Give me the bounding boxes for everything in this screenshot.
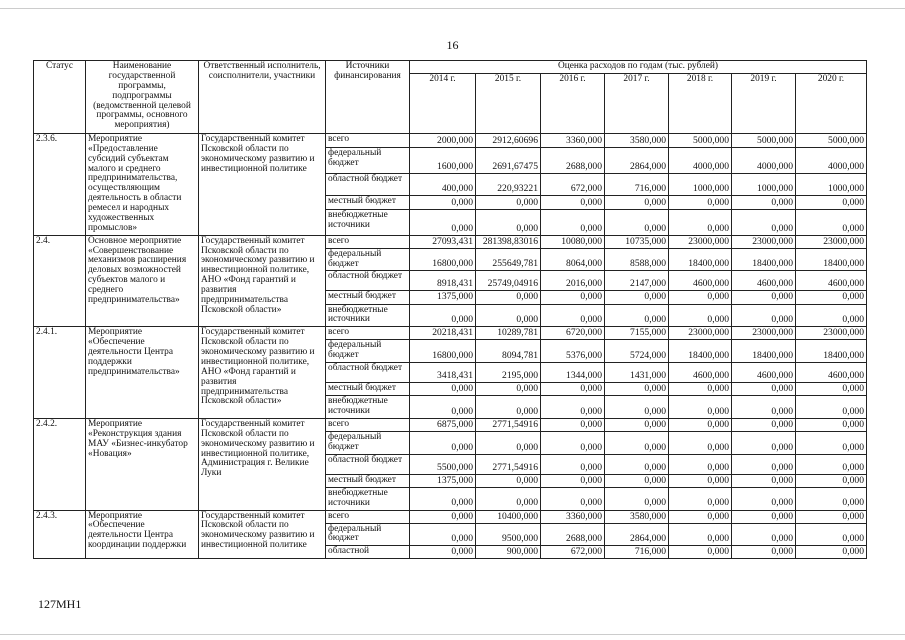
item-responsible: Государственный комитет Псковской области по экономическому развитию и инвестиционной политике, АНО «Фонд гарантий и развития предпринимательства Псковской области»: [199, 327, 326, 419]
item-name: Мероприятие «Обеспечение деятельности Центра поддержки предпринимательства»: [86, 327, 199, 419]
amount-cell: 0,000: [732, 546, 796, 559]
amount-cell: 3360,000: [541, 510, 605, 523]
amount-cell: 5000,000: [796, 133, 867, 148]
amount-cell: 6875,000: [410, 418, 476, 431]
amount-cell: 0,000: [732, 396, 796, 419]
funding-source: федеральный бюджет: [326, 148, 410, 173]
funding-source: всего: [326, 235, 410, 248]
amount-cell: 0,000: [669, 383, 732, 396]
amount-cell: 0,000: [605, 304, 669, 327]
amount-cell: 0,000: [669, 454, 732, 474]
amount-cell: 5000,000: [732, 133, 796, 148]
amount-cell: 0,000: [410, 523, 476, 546]
amount-cell: 7155,000: [605, 327, 669, 340]
amount-cell: 4000,000: [796, 148, 867, 173]
amount-cell: 4600,000: [669, 271, 732, 291]
amount-cell: 20218,431: [410, 327, 476, 340]
amount-cell: 0,000: [732, 418, 796, 431]
table-row: [34, 133, 867, 148]
amount-cell: 716,000: [605, 546, 669, 559]
amount-cell: 0,000: [669, 510, 732, 523]
amount-cell: 1431,000: [605, 363, 669, 383]
amount-cell: 18400,000: [669, 340, 732, 363]
funding-source: всего: [326, 418, 410, 431]
funding-source: федеральный бюджет: [326, 248, 410, 271]
amount-cell: 0,000: [476, 383, 541, 396]
amount-cell: 0,000: [669, 396, 732, 419]
amount-cell: 0,000: [605, 454, 669, 474]
table-row: [34, 510, 867, 523]
table-row: [34, 235, 867, 248]
funding-source: федеральный бюджет: [326, 431, 410, 454]
table-header: [34, 61, 867, 134]
amount-cell: 27093,431: [410, 235, 476, 248]
amount-cell: 0,000: [541, 396, 605, 419]
table-row: [34, 418, 867, 431]
amount-cell: 0,000: [541, 383, 605, 396]
amount-cell: 0,000: [541, 487, 605, 510]
amount-cell: 0,000: [476, 195, 541, 210]
amount-cell: 0,000: [732, 510, 796, 523]
header-status: Статус: [34, 61, 86, 134]
amount-cell: 0,000: [410, 546, 476, 559]
amount-cell: 0,000: [796, 474, 867, 487]
amount-cell: 0,000: [476, 474, 541, 487]
funding-source: местный бюджет: [326, 383, 410, 396]
funding-source: внебюджетные источники: [326, 210, 410, 235]
item-responsible: Государственный комитет Псковской области по экономическому развитию и инвестиционной политике, Администрация г. Великие Луки: [199, 418, 326, 510]
amount-cell: 0,000: [732, 474, 796, 487]
amount-cell: 5500,000: [410, 454, 476, 474]
funding-source: всего: [326, 327, 410, 340]
amount-cell: 0,000: [541, 454, 605, 474]
amount-cell: 1600,000: [410, 148, 476, 173]
funding-source: местный бюджет: [326, 474, 410, 487]
item-name: Мероприятие «Обеспечение деятельности Центра координации поддержки: [86, 510, 199, 559]
amount-cell: 23000,000: [669, 327, 732, 340]
funding-source: местный бюджет: [326, 195, 410, 210]
amount-cell: 672,000: [541, 546, 605, 559]
amount-cell: 0,000: [541, 291, 605, 304]
funding-source: областной бюджет: [326, 363, 410, 383]
amount-cell: 0,000: [605, 210, 669, 235]
item-code: 2.4.1.: [34, 327, 86, 419]
page-number: 16: [446, 38, 459, 52]
item-responsible: Государственный комитет Псковской области по экономическому развитию и инвестиционной политике, АНО «Фонд гарантий и развития предпринимательства Псковской области»: [199, 235, 326, 327]
amount-cell: 18400,000: [796, 340, 867, 363]
amount-cell: 255649,781: [476, 248, 541, 271]
amount-cell: 23000,000: [732, 327, 796, 340]
amount-cell: 0,000: [669, 291, 732, 304]
amount-cell: 0,000: [476, 396, 541, 419]
amount-cell: 25749,04916: [476, 271, 541, 291]
table-body: [34, 133, 867, 559]
scan-edge-bottom: [0, 634, 905, 635]
amount-cell: 0,000: [669, 523, 732, 546]
amount-cell: 2688,000: [541, 148, 605, 173]
amount-cell: 220,93221: [476, 173, 541, 195]
amount-cell: 2864,000: [605, 148, 669, 173]
amount-cell: 0,000: [541, 210, 605, 235]
amount-cell: 0,000: [669, 546, 732, 559]
amount-cell: 716,000: [605, 173, 669, 195]
amount-cell: 6720,000: [541, 327, 605, 340]
item-name: Мероприятие «Реконструкция здания МАУ «Бизнес-инкубатор «Новация»: [86, 418, 199, 510]
amount-cell: 0,000: [605, 487, 669, 510]
amount-cell: 0,000: [605, 474, 669, 487]
amount-cell: 0,000: [476, 304, 541, 327]
amount-cell: 0,000: [732, 523, 796, 546]
header-year: 2020 г.: [796, 73, 867, 133]
amount-cell: 1000,000: [732, 173, 796, 195]
item-name: Основное мероприятие «Совершенствование механизмов расширения деловых возможностей субъектов малого и среднего предпринимательства»: [86, 235, 199, 327]
amount-cell: 3580,000: [605, 510, 669, 523]
amount-cell: 8588,000: [605, 248, 669, 271]
amount-cell: 23000,000: [732, 235, 796, 248]
funding-source: всего: [326, 133, 410, 148]
amount-cell: 0,000: [796, 523, 867, 546]
item-code: 2.4.2.: [34, 418, 86, 510]
header-year: 2019 г.: [732, 73, 796, 133]
amount-cell: 2195,000: [476, 363, 541, 383]
amount-cell: 5376,000: [541, 340, 605, 363]
amount-cell: 16800,000: [410, 248, 476, 271]
amount-cell: 672,000: [541, 173, 605, 195]
amount-cell: 1375,000: [410, 291, 476, 304]
amount-cell: 0,000: [796, 487, 867, 510]
amount-cell: 0,000: [796, 454, 867, 474]
item-code: 2.3.6.: [34, 133, 86, 235]
amount-cell: 0,000: [476, 291, 541, 304]
amount-cell: 3580,000: [605, 133, 669, 148]
funding-source: внебюджетные источники: [326, 304, 410, 327]
amount-cell: 2000,000: [410, 133, 476, 148]
amount-cell: 0,000: [410, 510, 476, 523]
item-responsible: Государственный комитет Псковской области по экономическому развитию и инвестиционной политике: [199, 510, 326, 559]
amount-cell: 0,000: [796, 510, 867, 523]
amount-cell: 8094,781: [476, 340, 541, 363]
funding-source: всего: [326, 510, 410, 523]
amount-cell: 3418,431: [410, 363, 476, 383]
funding-source: федеральный бюджет: [326, 523, 410, 546]
amount-cell: 0,000: [541, 195, 605, 210]
amount-cell: 0,000: [605, 418, 669, 431]
scan-edge-top: [0, 8, 905, 9]
amount-cell: 4600,000: [796, 271, 867, 291]
amount-cell: 10080,000: [541, 235, 605, 248]
amount-cell: 0,000: [410, 304, 476, 327]
amount-cell: 0,000: [410, 487, 476, 510]
header-year: 2014 г.: [410, 73, 476, 133]
amount-cell: 0,000: [541, 474, 605, 487]
item-responsible: Государственный комитет Псковской области по экономическому развитию и инвестиционной политике: [199, 133, 326, 235]
amount-cell: 0,000: [732, 291, 796, 304]
amount-cell: 0,000: [410, 383, 476, 396]
amount-cell: 4600,000: [732, 363, 796, 383]
amount-cell: 0,000: [796, 418, 867, 431]
amount-cell: 0,000: [796, 291, 867, 304]
amount-cell: 10289,781: [476, 327, 541, 340]
amount-cell: 1000,000: [669, 173, 732, 195]
amount-cell: 0,000: [732, 454, 796, 474]
amount-cell: 4000,000: [669, 148, 732, 173]
amount-cell: 0,000: [669, 431, 732, 454]
header-year: 2017 г.: [605, 73, 669, 133]
amount-cell: 0,000: [732, 487, 796, 510]
amount-cell: 900,000: [476, 546, 541, 559]
amount-cell: 16800,000: [410, 340, 476, 363]
header-sources: Источники финансирования: [326, 61, 410, 134]
amount-cell: 3360,000: [541, 133, 605, 148]
funding-source: областной: [326, 546, 410, 559]
amount-cell: 0,000: [669, 487, 732, 510]
amount-cell: 23000,000: [669, 235, 732, 248]
item-name: Мероприятие «Предоставление субсидий субъектам малого и среднего предпринимательства, осуществляющим деятельность в области ремесел и народных художественных промыслов»: [86, 133, 199, 235]
amount-cell: 18400,000: [796, 248, 867, 271]
amount-cell: 4600,000: [732, 271, 796, 291]
amount-cell: 0,000: [796, 210, 867, 235]
amount-cell: 0,000: [605, 195, 669, 210]
amount-cell: 8064,000: [541, 248, 605, 271]
footer-code: 127МН1: [38, 597, 82, 611]
funding-source: местный бюджет: [326, 291, 410, 304]
amount-cell: 0,000: [669, 210, 732, 235]
amount-cell: 2864,000: [605, 523, 669, 546]
amount-cell: 0,000: [410, 431, 476, 454]
header-estimate: Оценка расходов по годам (тыс. рублей): [410, 61, 867, 74]
expenditure-table: [33, 60, 867, 559]
amount-cell: 2771,54916: [476, 418, 541, 431]
funding-source: федеральный бюджет: [326, 340, 410, 363]
amount-cell: 0,000: [669, 195, 732, 210]
item-code: 2.4.3.: [34, 510, 86, 559]
funding-source: областной бюджет: [326, 173, 410, 195]
amount-cell: 1344,000: [541, 363, 605, 383]
amount-cell: 2147,000: [605, 271, 669, 291]
amount-cell: 4600,000: [796, 363, 867, 383]
amount-cell: 10735,000: [605, 235, 669, 248]
amount-cell: 0,000: [796, 546, 867, 559]
amount-cell: 8918,431: [410, 271, 476, 291]
amount-cell: 4600,000: [669, 363, 732, 383]
amount-cell: 9500,000: [476, 523, 541, 546]
header-name: Наименование государственной программы, подпрограммы (ведомственной целевой программы, основного мероприятия): [86, 61, 199, 134]
item-code: 2.4.: [34, 235, 86, 327]
amount-cell: 0,000: [732, 383, 796, 396]
amount-cell: 281398,83016: [476, 235, 541, 248]
amount-cell: 0,000: [605, 396, 669, 419]
amount-cell: 0,000: [605, 383, 669, 396]
header-year: 2015 г.: [476, 73, 541, 133]
amount-cell: 23000,000: [796, 327, 867, 340]
amount-cell: 0,000: [796, 396, 867, 419]
amount-cell: 0,000: [410, 396, 476, 419]
amount-cell: 18400,000: [732, 248, 796, 271]
amount-cell: 0,000: [796, 383, 867, 396]
amount-cell: 0,000: [541, 304, 605, 327]
amount-cell: 0,000: [541, 431, 605, 454]
amount-cell: 400,000: [410, 173, 476, 195]
amount-cell: 0,000: [605, 431, 669, 454]
amount-cell: 2912,60696: [476, 133, 541, 148]
header-year: 2016 г.: [541, 73, 605, 133]
header-year: 2018 г.: [669, 73, 732, 133]
funding-source: внебюджетные источники: [326, 396, 410, 419]
amount-cell: 18400,000: [732, 340, 796, 363]
amount-cell: 0,000: [796, 195, 867, 210]
amount-cell: 0,000: [476, 487, 541, 510]
amount-cell: 0,000: [732, 304, 796, 327]
amount-cell: 2688,000: [541, 523, 605, 546]
header-responsible: Ответственный исполнитель, соисполнители, участники: [199, 61, 326, 134]
amount-cell: 5000,000: [669, 133, 732, 148]
amount-cell: 0,000: [669, 418, 732, 431]
amount-cell: 1000,000: [796, 173, 867, 195]
amount-cell: 0,000: [410, 210, 476, 235]
amount-cell: 0,000: [410, 195, 476, 210]
amount-cell: 0,000: [669, 474, 732, 487]
funding-source: областной бюджет: [326, 454, 410, 474]
amount-cell: 18400,000: [669, 248, 732, 271]
funding-source: областной бюджет: [326, 271, 410, 291]
table-row: [34, 327, 867, 340]
amount-cell: 2771,54916: [476, 454, 541, 474]
amount-cell: 2691,67475: [476, 148, 541, 173]
amount-cell: 0,000: [605, 291, 669, 304]
amount-cell: 0,000: [541, 418, 605, 431]
amount-cell: 0,000: [476, 210, 541, 235]
amount-cell: 4000,000: [732, 148, 796, 173]
amount-cell: 0,000: [732, 431, 796, 454]
amount-cell: 2016,000: [541, 271, 605, 291]
amount-cell: 0,000: [669, 304, 732, 327]
amount-cell: 5724,000: [605, 340, 669, 363]
amount-cell: 10400,000: [476, 510, 541, 523]
amount-cell: 0,000: [476, 431, 541, 454]
amount-cell: 0,000: [732, 210, 796, 235]
amount-cell: 0,000: [796, 431, 867, 454]
amount-cell: 1375,000: [410, 474, 476, 487]
amount-cell: 0,000: [796, 304, 867, 327]
amount-cell: 23000,000: [796, 235, 867, 248]
amount-cell: 0,000: [732, 195, 796, 210]
funding-source: внебюджетные источники: [326, 487, 410, 510]
